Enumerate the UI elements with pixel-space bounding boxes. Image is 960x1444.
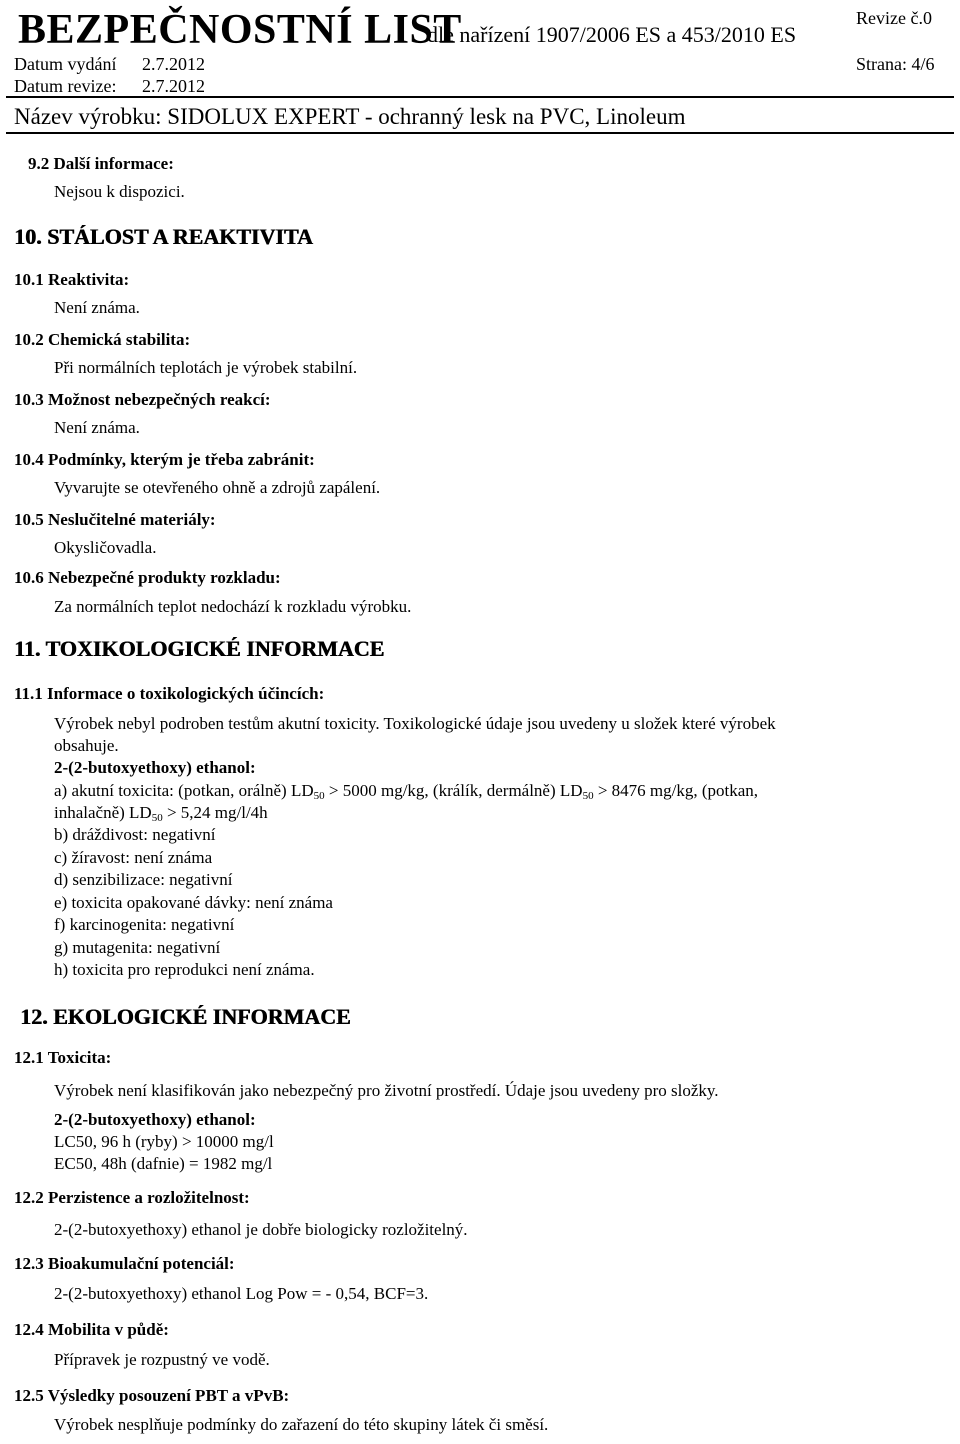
issue-date-row <box>14 54 205 74</box>
section-11-intro-line1: Výrobek nebyl podroben testům akutní toxicity. Toxikologické údaje jsou uvedeny u složek které výrobek <box>54 714 776 733</box>
section-10-5-heading: 10.5 Neslučitelné materiály: <box>14 510 216 529</box>
revision-date-row <box>14 76 205 96</box>
section-12-1-heading: 12.1 Toxicita: <box>14 1048 112 1067</box>
section-12-heading: 12. EKOLOGICKÉ INFORMACE <box>20 1004 351 1029</box>
toxicity-prop-e: e) toxicita opakované dávky: není známa <box>54 893 333 912</box>
toxicity-prop-f: f) karcinogenita: negativní <box>54 915 235 934</box>
issue-date-value: 2.7.2012 <box>142 54 205 74</box>
section-9-2-text: Nejsou k dispozici. <box>54 182 185 201</box>
section-10-6-heading: 10.6 Nebezpečné produkty rozkladu: <box>14 568 281 587</box>
acute-toxicity-line2: inhalačně) $LD_{50} > 5,24$ mg/l/4h <box>54 803 268 824</box>
section-12-5-text: Výrobek nesplňuje podmínky do zařazení do této skupiny látek či směsí. <box>54 1415 549 1434</box>
section-12-1-substance: 2-(2-butoxyethoxy) ethanol: <box>54 1110 256 1129</box>
revision-number: Revize č.0 <box>856 8 932 28</box>
section-10-6-text: Za normálních teplot nedochází k rozkladu výrobku. <box>54 597 412 616</box>
section-10-4-heading: 10.4 Podmínky, kterým je třeba zabránit: <box>14 450 315 469</box>
section-12-2-text: 2-(2-butoxyethoxy) ethanol je dobře biologicky rozložitelný. <box>54 1220 468 1239</box>
section-12-3-text: 2-(2-butoxyethoxy) ethanol Log Pow = - 0,54, BCF=3. <box>54 1284 429 1303</box>
regulation-reference: dle nařízení 1907/2006 ES a 453/2010 ES <box>427 22 797 47</box>
section-12-2-heading: 12.2 Perzistence a rozložitelnost: <box>14 1188 250 1207</box>
page-number: Strana: 4/6 <box>856 54 935 74</box>
section-12-1-text: Výrobek není klasifikován jako nebezpečný pro životní prostředí. Údaje jsou uvedeny pro složky. <box>54 1081 719 1100</box>
section-10-2-heading: 10.2 Chemická stabilita: <box>14 330 191 349</box>
section-10-heading: 10. STÁLOST A REAKTIVITA <box>14 224 313 249</box>
section-12-1-ec50: EC50, 48h (dafnie) = 1982 mg/l <box>54 1154 273 1173</box>
section-11-substance: 2-(2-butoxyethoxy) ethanol: <box>54 758 256 777</box>
revision-date-label: Datum revize: <box>14 76 117 96</box>
section-9-2-heading: 9.2 Další informace: <box>28 154 174 173</box>
section-11-heading: 11. TOXIKOLOGICKÉ INFORMACE <box>14 636 385 661</box>
section-10-5-text: Okysličovadla. <box>54 538 157 557</box>
section-11-intro-line2: obsahuje. <box>54 736 119 755</box>
section-12-4-heading: 12.4 Mobilita v půdě: <box>14 1320 169 1339</box>
header-divider-top <box>6 96 954 98</box>
toxicity-prop-h: h) toxicita pro reprodukci není známa. <box>54 960 315 979</box>
section-10-1-heading: 10.1 Reaktivita: <box>14 270 130 289</box>
product-name: Název výrobku: SIDOLUX EXPERT - ochranný lesk na PVC, Linoleum <box>14 104 686 129</box>
toxicity-prop-b: b) dráždivost: negativní <box>54 825 216 844</box>
section-10-3-heading: 10.3 Možnost nebezpečných reakcí: <box>14 390 271 409</box>
toxicity-prop-d: d) senzibilizace: negativní <box>54 870 233 889</box>
section-12-3-heading: 12.3 Bioakumulační potenciál: <box>14 1254 235 1273</box>
section-12-4-text: Přípravek je rozpustný ve vodě. <box>54 1350 270 1369</box>
section-10-1-text: Není známa. <box>54 298 140 317</box>
document-title: BEZPEČNOSTNÍ LIST <box>18 7 462 53</box>
section-12-1-lc50: LC50, 96 h (ryby) > 10000 mg/l <box>54 1132 274 1151</box>
section-10-3-text: Není známa. <box>54 418 140 437</box>
issue-date-label: Datum vydání <box>14 54 117 74</box>
section-11-1-heading: 11.1 Informace o toxikologických účincích: <box>14 684 325 703</box>
revision-date-value: 2.7.2012 <box>142 76 205 96</box>
toxicity-prop-g: g) mutagenita: negativní <box>54 938 221 957</box>
section-12-5-heading: 12.5 Výsledky posouzení PBT a vPvB: <box>14 1386 290 1405</box>
section-10-4-text: Vyvarujte se otevřeného ohně a zdrojů zapálení. <box>54 478 381 497</box>
toxicity-prop-c: c) žíravost: není známa <box>54 848 213 867</box>
document-header <box>0 0 960 134</box>
section-10-2-text: Při normálních teplotách je výrobek stabilní. <box>54 358 358 377</box>
acute-toxicity-line1: a) akutní toxicita: (potkan, orálně) $LD_{50} > 5000$ mg/kg, (králík, dermálně) $LD_{50} > 8476$ mg/kg, (potkan, <box>54 781 759 802</box>
header-divider-bottom <box>6 132 954 134</box>
